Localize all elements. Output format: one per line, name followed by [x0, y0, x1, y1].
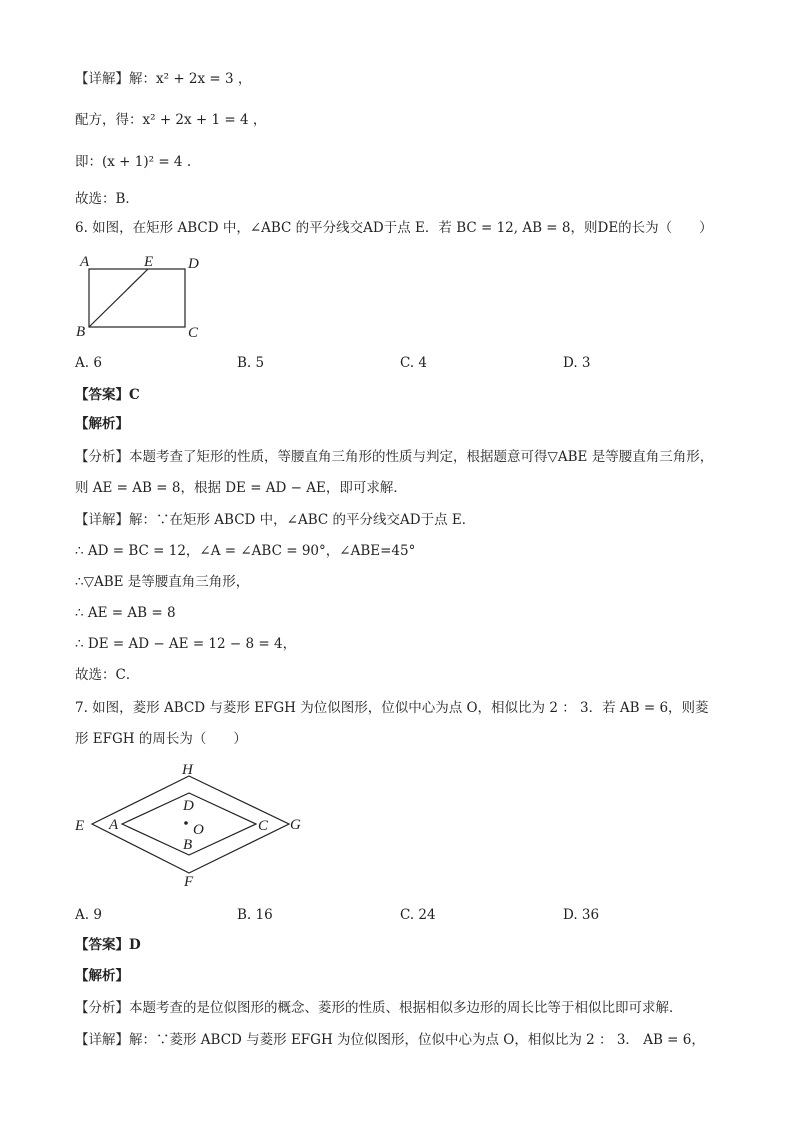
label-d: D: [188, 256, 199, 272]
q6-analysis-title: 【解析】: [75, 416, 129, 432]
label-b: B: [183, 837, 193, 853]
label-a: A: [80, 254, 90, 270]
q7-option-a: A. 9: [75, 907, 102, 923]
q6-detail-line-5: ∴ DE = AD − AE = 12 − 8 = 4，: [75, 636, 297, 652]
q6-option-d: D. 3: [563, 355, 591, 371]
q6-option-c: C. 4: [400, 355, 428, 371]
label-g: G: [290, 817, 301, 833]
q7-analysis-line-1: 【分析】本题考查的是位似图形的概念、菱形的性质、根据相似多边形的周长比等于相似比即可求解．: [75, 1000, 683, 1016]
label-d: D: [183, 798, 194, 814]
q7-option-b: B. 16: [237, 907, 273, 923]
label-b: B: [76, 324, 86, 340]
detail-line-2: 配方，得：x² + 2x + 1 = 4 ，: [75, 112, 267, 128]
detail-line-1: 【详解】解：x² + 2x = 3 ，: [75, 71, 252, 87]
center-point-o: [184, 821, 188, 825]
q7-stem-line-1: 7. 如图，菱形 ABCD 与菱形 EFGH 为位似图形，位似中心为点 O，相似比为 2 ： 3．若 AB = 6，则菱: [75, 700, 709, 716]
bisector-be: [89, 269, 148, 327]
q6-option-b: B. 5: [237, 355, 265, 371]
q7-rhombus-figure: [70, 760, 320, 890]
label-c: C: [258, 818, 269, 834]
q6-detail-line-2: ∴ AD = BC = 12，∠A = ∠ABC = 90°，∠ABE=45°: [75, 543, 416, 559]
label-e: E: [75, 818, 85, 834]
label-h: H: [182, 762, 193, 778]
q6-detail-line-3: ∴▽ABE 是等腰直角三角形，: [75, 574, 250, 590]
q6-stem: 6. 如图，在矩形 ABCD 中，∠ABC 的平分线交AD于点 E．若 BC = 12, AB = 8，则DE的长为（ ）: [75, 220, 713, 236]
detail-line-3: 即：(x + 1)² = 4 .: [75, 154, 192, 170]
q6-detail-line-6: 故选：C．: [75, 667, 140, 683]
q6-detail-line-1: 【详解】解：∵在矩形 ABCD 中，∠ABC 的平分线交AD于点 E．: [75, 512, 476, 528]
q7-stem-line-2: 形 EFGH 的周长为（ ）: [75, 731, 247, 747]
q6-analysis-line-2: 则 AE = AB = 8，根据 DE = AD − AE，即可求解．: [75, 480, 407, 496]
label-c: C: [188, 325, 199, 341]
q6-detail-line-4: ∴ AE = AB = 8: [75, 605, 176, 621]
rectangle-abcd: [89, 269, 185, 327]
q7-option-d: D. 36: [563, 907, 600, 923]
detail-line-4: 故选：B．: [75, 191, 139, 207]
label-o: O: [193, 822, 204, 838]
label-e: E: [144, 254, 154, 270]
q6-analysis-line-1: 【分析】本题考查了矩形的性质，等腰直角三角形的性质与判定，根据题意可得▽ABE 是等腰直角三角形，: [75, 449, 714, 465]
label-a: A: [109, 817, 119, 833]
label-f: F: [184, 874, 194, 890]
q6-rectangle-figure: [70, 250, 210, 345]
q7-answer: 【答案】D: [75, 937, 141, 953]
q7-option-c: C. 24: [400, 907, 436, 923]
q6-answer: 【答案】C: [75, 387, 140, 403]
q7-analysis-title: 【解析】: [75, 968, 129, 984]
q7-detail-line-1: 【详解】解：∵菱形 ABCD 与菱形 EFGH 为位似图形，位似中心为点 O，相似比为 2 ： 3． AB = 6，: [75, 1032, 705, 1048]
q6-option-a: A. 6: [75, 355, 102, 371]
